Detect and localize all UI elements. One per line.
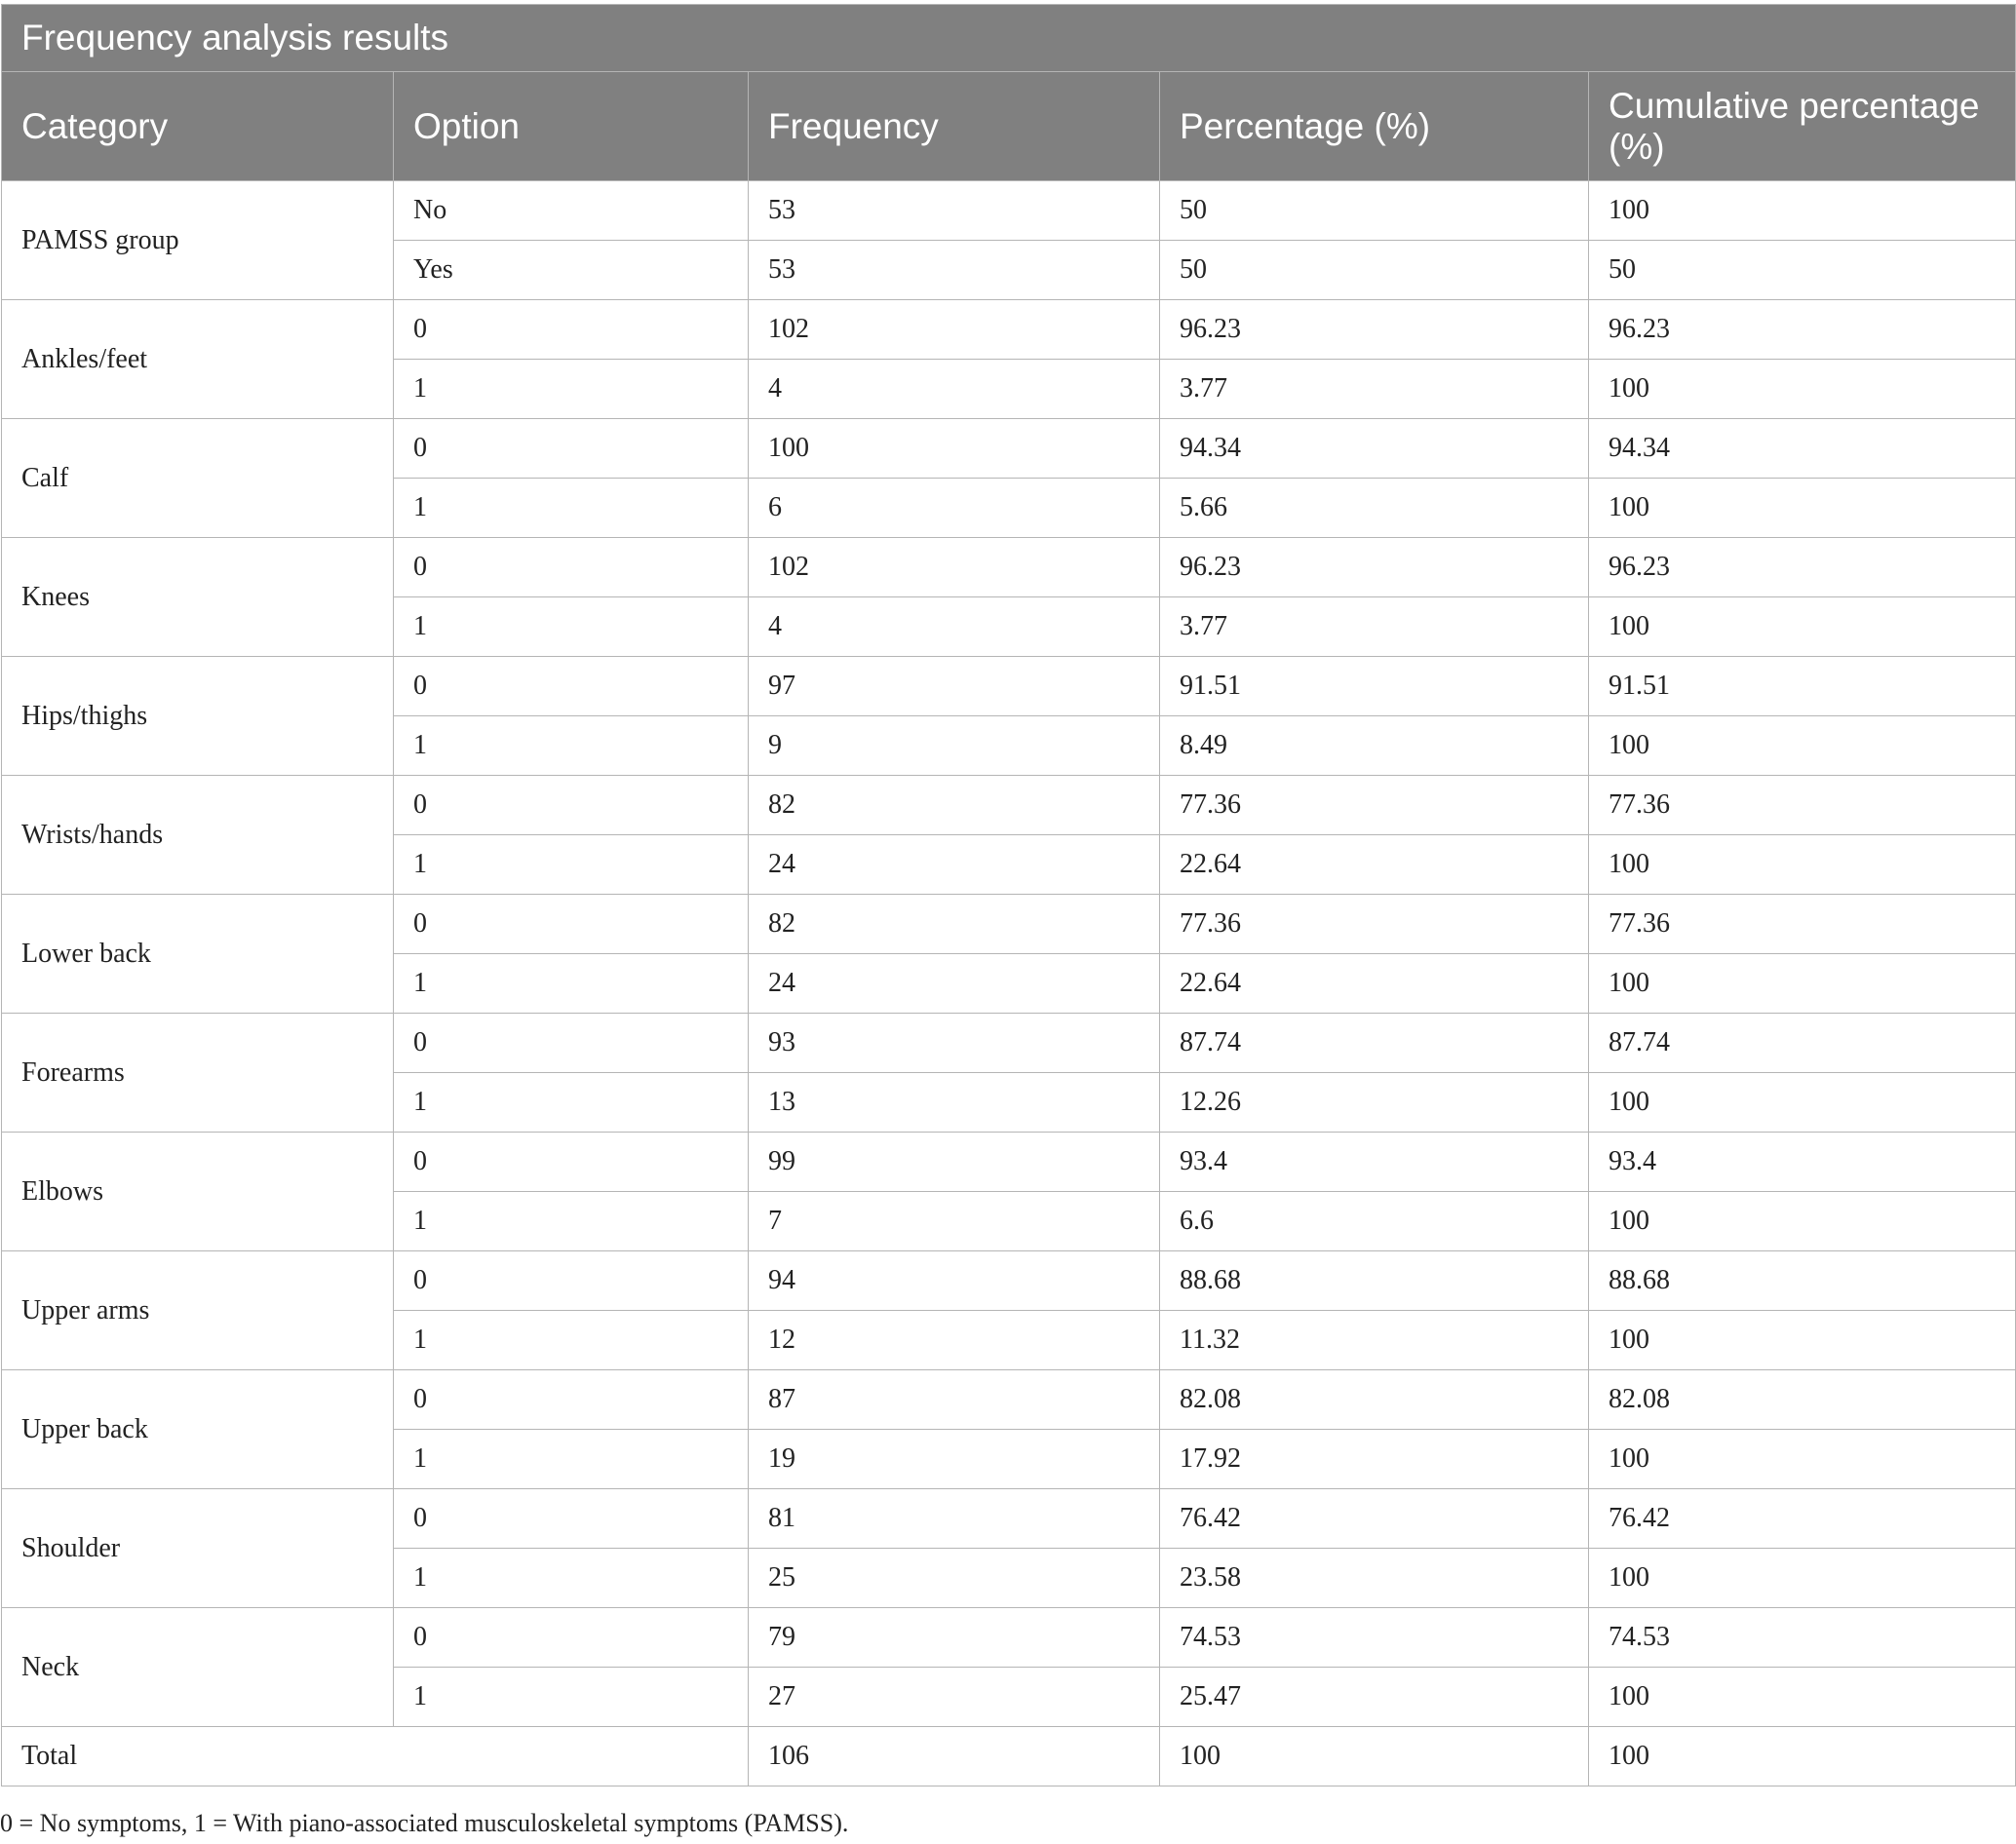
percentage-cell: 88.68 bbox=[1160, 1251, 1589, 1311]
cumulative-cell: 100 bbox=[1589, 1311, 2016, 1370]
frequency-table bbox=[1, 4, 2016, 1786]
option-cell: 1 bbox=[394, 1073, 749, 1133]
cumulative-cell: 94.34 bbox=[1589, 419, 2016, 479]
cumulative-cell: 100 bbox=[1589, 1192, 2016, 1251]
category-cell: Shoulder bbox=[2, 1489, 394, 1608]
option-cell: 0 bbox=[394, 895, 749, 954]
cumulative-cell: 93.4 bbox=[1589, 1133, 2016, 1192]
total-label-cell: Total bbox=[2, 1727, 749, 1786]
percentage-cell: 17.92 bbox=[1160, 1430, 1589, 1489]
percentage-cell: 6.6 bbox=[1160, 1192, 1589, 1251]
cumulative-cell: 91.51 bbox=[1589, 657, 2016, 716]
table-row bbox=[2, 300, 2016, 360]
category-cell: Neck bbox=[2, 1608, 394, 1727]
table-body bbox=[2, 181, 2016, 1786]
header-option: Option bbox=[394, 72, 749, 181]
percentage-cell: 76.42 bbox=[1160, 1489, 1589, 1549]
percentage-cell: 77.36 bbox=[1160, 895, 1589, 954]
option-cell: 0 bbox=[394, 1489, 749, 1549]
option-cell: 1 bbox=[394, 1549, 749, 1608]
cumulative-cell: 100 bbox=[1589, 1073, 2016, 1133]
table-row bbox=[2, 1608, 2016, 1668]
option-cell: 1 bbox=[394, 1311, 749, 1370]
option-cell: 1 bbox=[394, 597, 749, 657]
table-row bbox=[2, 1251, 2016, 1311]
option-cell: 1 bbox=[394, 1192, 749, 1251]
table-row bbox=[2, 776, 2016, 835]
frequency-cell: 100 bbox=[749, 419, 1160, 479]
percentage-cell: 87.74 bbox=[1160, 1014, 1589, 1073]
percentage-cell: 93.4 bbox=[1160, 1133, 1589, 1192]
option-cell: 1 bbox=[394, 1668, 749, 1727]
table-row bbox=[2, 1489, 2016, 1549]
frequency-cell: 12 bbox=[749, 1311, 1160, 1370]
cumulative-cell: 100 bbox=[1589, 954, 2016, 1014]
cumulative-cell: 74.53 bbox=[1589, 1608, 2016, 1668]
category-cell: Calf bbox=[2, 419, 394, 538]
table-title: Frequency analysis results bbox=[2, 5, 2016, 72]
category-cell: Hips/thighs bbox=[2, 657, 394, 776]
total-cumulative-cell: 100 bbox=[1589, 1727, 2016, 1786]
cumulative-cell: 100 bbox=[1589, 479, 2016, 538]
cumulative-cell: 82.08 bbox=[1589, 1370, 2016, 1430]
option-cell: Yes bbox=[394, 241, 749, 300]
frequency-cell: 13 bbox=[749, 1073, 1160, 1133]
percentage-cell: 22.64 bbox=[1160, 835, 1589, 895]
percentage-cell: 91.51 bbox=[1160, 657, 1589, 716]
option-cell: 0 bbox=[394, 1370, 749, 1430]
frequency-cell: 99 bbox=[749, 1133, 1160, 1192]
category-cell: Forearms bbox=[2, 1014, 394, 1133]
option-cell: 0 bbox=[394, 419, 749, 479]
frequency-cell: 87 bbox=[749, 1370, 1160, 1430]
percentage-cell: 22.64 bbox=[1160, 954, 1589, 1014]
header-frequency: Frequency bbox=[749, 72, 1160, 181]
cumulative-cell: 100 bbox=[1589, 1668, 2016, 1727]
percentage-cell: 3.77 bbox=[1160, 597, 1589, 657]
percentage-cell: 8.49 bbox=[1160, 716, 1589, 776]
cumulative-cell: 96.23 bbox=[1589, 300, 2016, 360]
cumulative-cell: 100 bbox=[1589, 835, 2016, 895]
table-row bbox=[2, 181, 2016, 241]
frequency-cell: 82 bbox=[749, 895, 1160, 954]
percentage-cell: 96.23 bbox=[1160, 300, 1589, 360]
option-cell: 0 bbox=[394, 1014, 749, 1073]
option-cell: 1 bbox=[394, 1430, 749, 1489]
frequency-cell: 102 bbox=[749, 538, 1160, 597]
frequency-cell: 94 bbox=[749, 1251, 1160, 1311]
cumulative-cell: 100 bbox=[1589, 1549, 2016, 1608]
header-percentage: Percentage (%) bbox=[1160, 72, 1589, 181]
frequency-cell: 9 bbox=[749, 716, 1160, 776]
cumulative-cell: 50 bbox=[1589, 241, 2016, 300]
percentage-cell: 3.77 bbox=[1160, 360, 1589, 419]
cumulative-cell: 88.68 bbox=[1589, 1251, 2016, 1311]
option-cell: 1 bbox=[394, 360, 749, 419]
cumulative-cell: 96.23 bbox=[1589, 538, 2016, 597]
option-cell: 0 bbox=[394, 657, 749, 716]
option-cell: 0 bbox=[394, 300, 749, 360]
frequency-cell: 24 bbox=[749, 835, 1160, 895]
category-cell: Elbows bbox=[2, 1133, 394, 1251]
percentage-cell: 12.26 bbox=[1160, 1073, 1589, 1133]
percentage-cell: 50 bbox=[1160, 181, 1589, 241]
cumulative-cell: 76.42 bbox=[1589, 1489, 2016, 1549]
frequency-cell: 25 bbox=[749, 1549, 1160, 1608]
option-cell: 0 bbox=[394, 1608, 749, 1668]
cumulative-cell: 77.36 bbox=[1589, 776, 2016, 835]
option-cell: 1 bbox=[394, 716, 749, 776]
table-row bbox=[2, 1133, 2016, 1192]
table-row bbox=[2, 1014, 2016, 1073]
frequency-cell: 97 bbox=[749, 657, 1160, 716]
percentage-cell: 77.36 bbox=[1160, 776, 1589, 835]
category-cell: Upper arms bbox=[2, 1251, 394, 1370]
percentage-cell: 50 bbox=[1160, 241, 1589, 300]
frequency-cell: 4 bbox=[749, 360, 1160, 419]
frequency-cell: 81 bbox=[749, 1489, 1160, 1549]
category-cell: Upper back bbox=[2, 1370, 394, 1489]
header-category: Category bbox=[2, 72, 394, 181]
total-percentage-cell: 100 bbox=[1160, 1727, 1589, 1786]
percentage-cell: 5.66 bbox=[1160, 479, 1589, 538]
option-cell: 0 bbox=[394, 776, 749, 835]
category-cell: Wrists/hands bbox=[2, 776, 394, 895]
frequency-cell: 79 bbox=[749, 1608, 1160, 1668]
cumulative-cell: 100 bbox=[1589, 1430, 2016, 1489]
total-frequency-cell: 106 bbox=[749, 1727, 1160, 1786]
frequency-cell: 53 bbox=[749, 241, 1160, 300]
cumulative-cell: 100 bbox=[1589, 597, 2016, 657]
frequency-cell: 102 bbox=[749, 300, 1160, 360]
percentage-cell: 94.34 bbox=[1160, 419, 1589, 479]
table-row bbox=[2, 1370, 2016, 1430]
cumulative-cell: 100 bbox=[1589, 716, 2016, 776]
category-cell: Knees bbox=[2, 538, 394, 657]
option-cell: 1 bbox=[394, 835, 749, 895]
option-cell: 1 bbox=[394, 479, 749, 538]
frequency-cell: 6 bbox=[749, 479, 1160, 538]
option-cell: 0 bbox=[394, 1133, 749, 1192]
percentage-cell: 96.23 bbox=[1160, 538, 1589, 597]
percentage-cell: 11.32 bbox=[1160, 1311, 1589, 1370]
total-row bbox=[2, 1727, 2016, 1786]
percentage-cell: 25.47 bbox=[1160, 1668, 1589, 1727]
header-cumulative-percentage: Cumulative percentage (%) bbox=[1589, 72, 2016, 181]
table-footnote: 0 = No symptoms, 1 = With piano-associated musculoskeletal symptoms (PAMSS). bbox=[0, 1809, 849, 1837]
table-row bbox=[2, 895, 2016, 954]
table-row bbox=[2, 657, 2016, 716]
option-cell: 1 bbox=[394, 954, 749, 1014]
option-cell: 0 bbox=[394, 538, 749, 597]
option-cell: No bbox=[394, 181, 749, 241]
cumulative-cell: 87.74 bbox=[1589, 1014, 2016, 1073]
category-cell: PAMSS group bbox=[2, 181, 394, 300]
frequency-cell: 93 bbox=[749, 1014, 1160, 1073]
table-row bbox=[2, 419, 2016, 479]
category-cell: Ankles/feet bbox=[2, 300, 394, 419]
percentage-cell: 23.58 bbox=[1160, 1549, 1589, 1608]
frequency-cell: 82 bbox=[749, 776, 1160, 835]
frequency-cell: 53 bbox=[749, 181, 1160, 241]
table-header-row bbox=[2, 72, 2016, 181]
option-cell: 0 bbox=[394, 1251, 749, 1311]
category-cell: Lower back bbox=[2, 895, 394, 1014]
frequency-cell: 19 bbox=[749, 1430, 1160, 1489]
frequency-cell: 4 bbox=[749, 597, 1160, 657]
frequency-cell: 7 bbox=[749, 1192, 1160, 1251]
percentage-cell: 82.08 bbox=[1160, 1370, 1589, 1430]
frequency-cell: 24 bbox=[749, 954, 1160, 1014]
table-title-row bbox=[2, 5, 2016, 72]
cumulative-cell: 77.36 bbox=[1589, 895, 2016, 954]
percentage-cell: 74.53 bbox=[1160, 1608, 1589, 1668]
frequency-cell: 27 bbox=[749, 1668, 1160, 1727]
table-row bbox=[2, 538, 2016, 597]
cumulative-cell: 100 bbox=[1589, 181, 2016, 241]
cumulative-cell: 100 bbox=[1589, 360, 2016, 419]
